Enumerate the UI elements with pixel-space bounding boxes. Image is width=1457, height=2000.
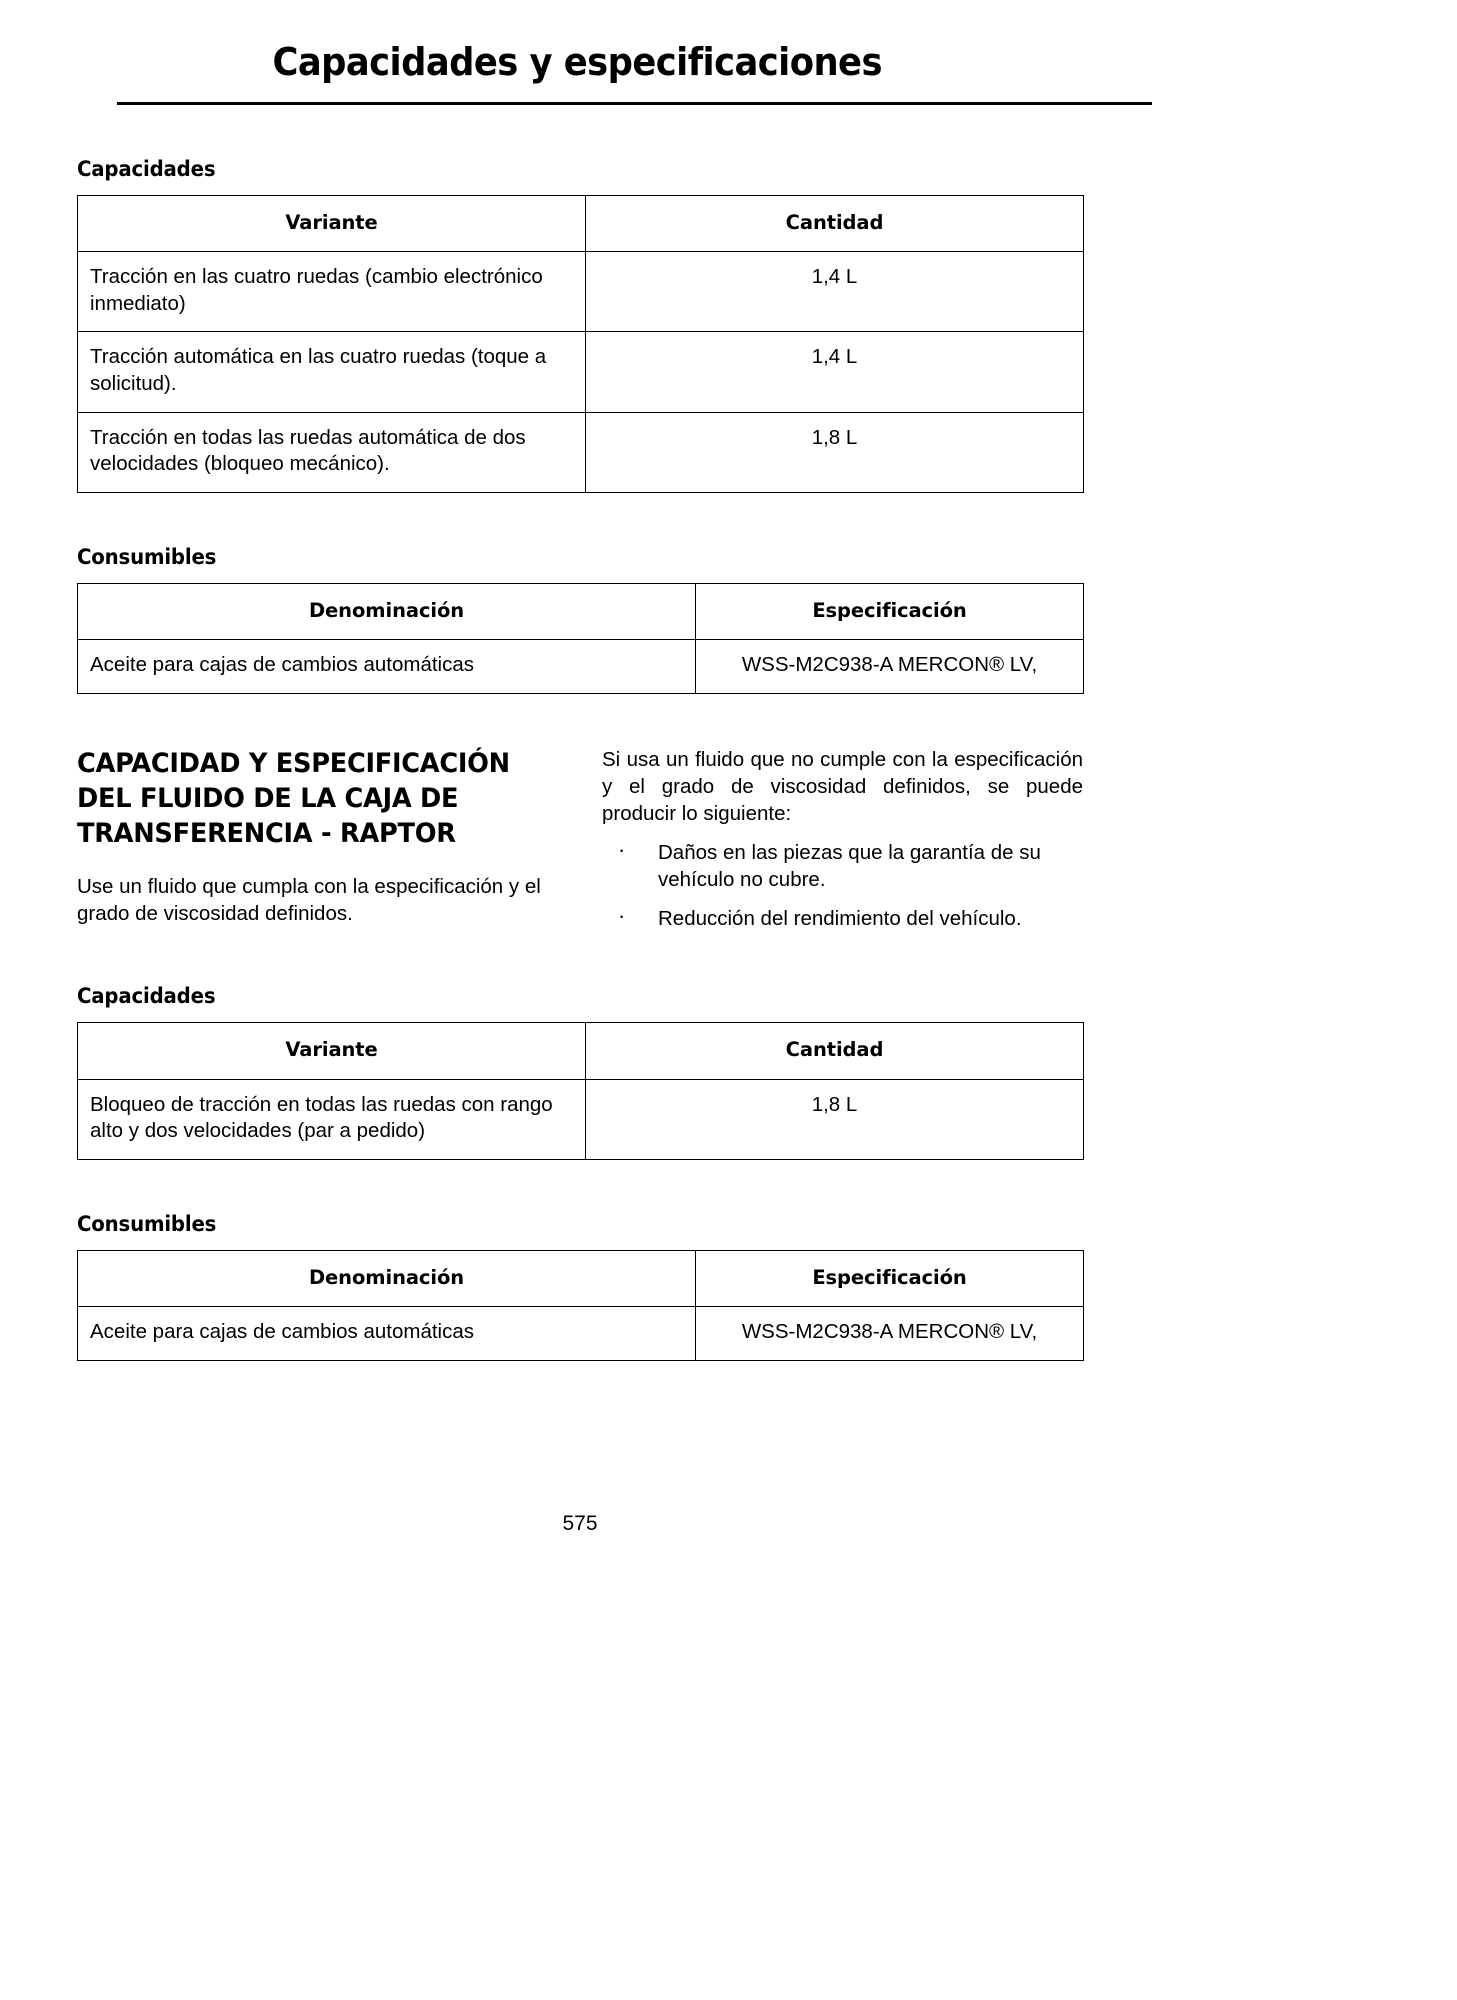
page-header (0, 0, 1160, 105)
spacer (77, 694, 1083, 746)
section-label-consumibles-1: Consumibles (77, 544, 217, 569)
article-block (77, 746, 1083, 944)
page-content (0, 157, 1160, 1361)
table-row (78, 412, 1084, 492)
table-row (78, 640, 1084, 694)
column-header-cantidad: Cantidad (586, 1023, 1084, 1079)
table-row (78, 1307, 1084, 1361)
table-capacidades-1 (77, 195, 1084, 493)
cell-cantidad: 1,4 L (586, 252, 1084, 332)
cell-variante: Tracción automática en las cuatro ruedas (toque a solicitud). (78, 332, 586, 412)
article-right-paragraph: Si usa un fluido que no cumple con la especificación y el grado de viscosidad definidos, se puede producir lo siguiente: (602, 747, 1083, 826)
cell-especificacion: WSS-M2C938-A MERCON® LV, (696, 1307, 1084, 1361)
column-header-especificacion: Especificación (696, 583, 1084, 639)
table-consumibles-2 (77, 1250, 1084, 1361)
column-header-cantidad: Cantidad (586, 195, 1084, 251)
spacer (77, 944, 1083, 984)
article-bullet-list (602, 839, 1083, 932)
spacer (0, 105, 1160, 157)
cell-especificacion: WSS-M2C938-A MERCON® LV, (696, 640, 1084, 694)
article-right-column (602, 746, 1083, 944)
column-header-variante: Variante (78, 1023, 586, 1079)
cell-cantidad: 1,8 L (586, 1079, 1084, 1159)
article-left-column (77, 746, 558, 944)
spacer (77, 493, 1083, 545)
cell-variante: Bloqueo de tracción en todas las ruedas con rango alto y dos velocidades (par a pedido) (78, 1079, 586, 1159)
page-title: Capacidades y especificaciones (272, 40, 882, 84)
section-label-capacidades-2: Capacidades (77, 984, 216, 1009)
list-item: · Daños en las piezas que la garantía de su vehículo no cubre. (602, 839, 1083, 893)
column-header-especificacion: Especificación (696, 1250, 1084, 1306)
table-header-row (78, 195, 1084, 251)
table-header-row (78, 583, 1084, 639)
table-header-row (78, 1023, 1084, 1079)
spacer (77, 1160, 1083, 1212)
table-row (78, 1079, 1084, 1159)
section-label-consumibles-2: Consumibles (77, 1211, 217, 1236)
table-row (78, 332, 1084, 412)
article-left-paragraph: Use un fluido que cumpla con la especificación y el grado de viscosidad definidos. (77, 875, 541, 926)
table-row (78, 252, 1084, 332)
section-label-capacidades-1: Capacidades (77, 156, 216, 181)
cell-cantidad: 1,8 L (586, 412, 1084, 492)
article-title: CAPACIDAD Y ESPECIFICACIÓN DEL FLUIDO DE LA CAJA DE TRANSFERENCIA - RAPTOR (77, 747, 510, 850)
cell-variante: Tracción en todas las ruedas automática de dos velocidades (bloqueo mecánico). (78, 412, 586, 492)
column-header-denominacion: Denominación (78, 583, 696, 639)
column-header-denominacion: Denominación (78, 1250, 696, 1306)
page-number: 575 (562, 1512, 598, 1535)
cell-denominacion: Aceite para cajas de cambios automáticas (78, 640, 696, 694)
cell-variante: Tracción en las cuatro ruedas (cambio electrónico inmediato) (78, 252, 586, 332)
table-capacidades-2 (77, 1022, 1084, 1160)
table-header-row (78, 1250, 1084, 1306)
cell-cantidad: 1,4 L (586, 332, 1084, 412)
cell-denominacion: Aceite para cajas de cambios automáticas (78, 1307, 696, 1361)
column-header-variante: Variante (78, 195, 586, 251)
table-consumibles-1 (77, 583, 1084, 694)
list-item: · Reducción del rendimiento del vehículo. (602, 905, 1083, 932)
